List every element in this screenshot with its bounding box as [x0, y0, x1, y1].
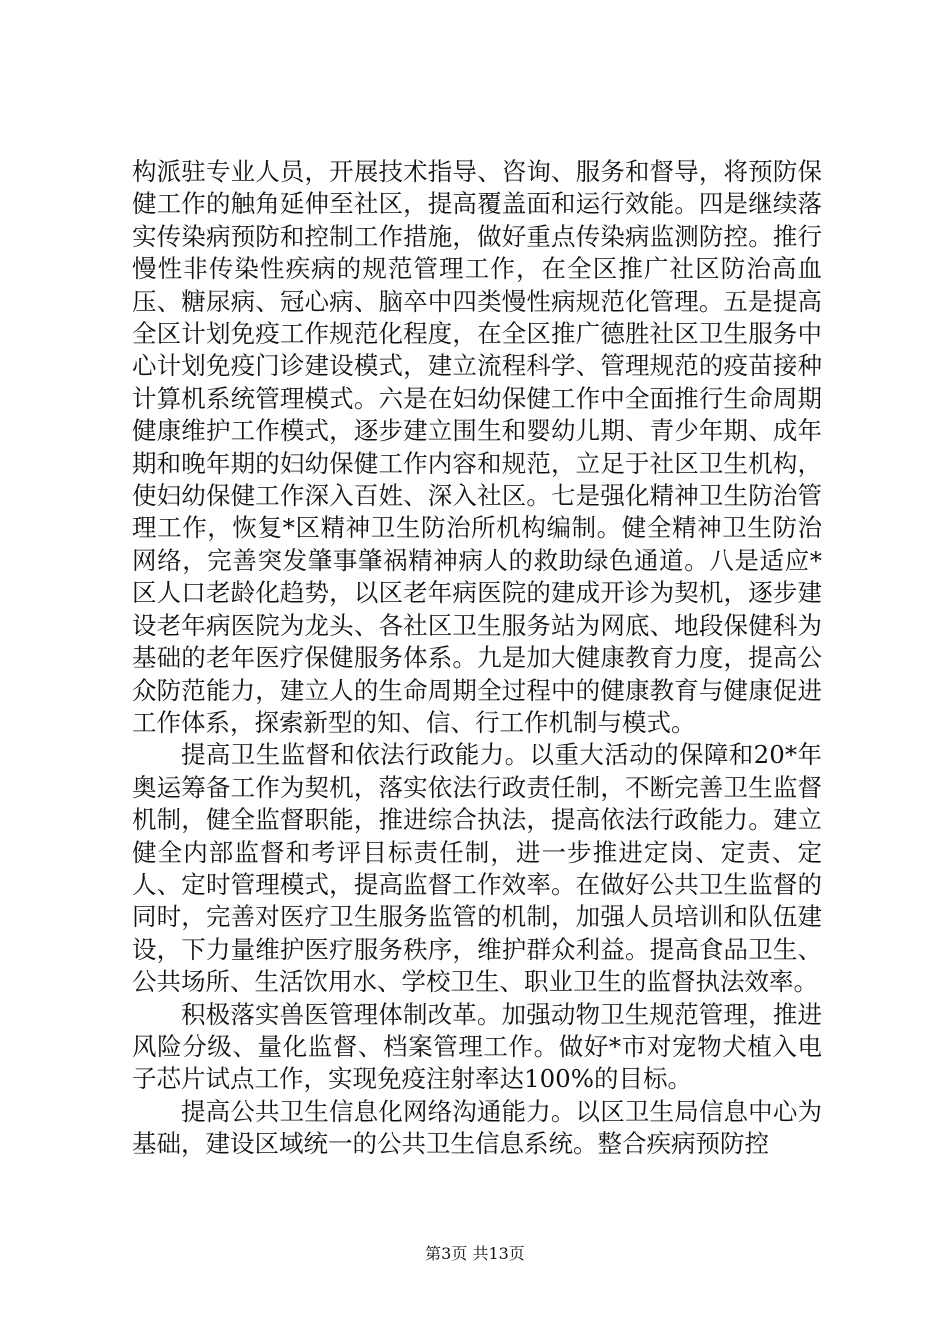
page-number-footer: 第3页 共13页	[425, 1244, 525, 1263]
paragraph-veterinary-reform: 积极落实兽医管理体制改革。加强动物卫生规范管理，推进风险分级、量化监督、档案管理工作。做好*市对宠物犬植入电子芯片试点工作，实现免疫注射率达100%的目标。	[132, 999, 822, 1094]
paragraph-health-supervision: 提高卫生监督和依法行政能力。以重大活动的保障和20*年奥运筹备工作为契机，落实依法行政责任制，不断完善卫生监督机制，健全监督职能，推进综合执法，提高依法行政能力。建立健全内部监督和考评目标责任制，进一步推进定岗、定责、定人、定时管理模式，提高监督工作效率。在做好公共卫生监督的同时，完善对医疗卫生服务监管的机制，加强人员培训和队伍建设，下力量维护医疗服务秩序，维护群众利益。提高食品卫生、公共场所、生活饮用水、学校卫生、职业卫生的监督执法效率。	[132, 740, 822, 997]
paragraph-continued: 构派驻专业人员，开展技术指导、咨询、服务和督导，将预防保健工作的触角延伸至社区，提高覆盖面和运行效能。四是继续落实传染病预防和控制工作措施，做好重点传染病监测防控。推行慢性非传染性疾病的规范管理工作，在全区推广社区防治高血压、糖尿病、冠心病、脑卒中四类慢性病规范化管理。五是提高全区计划免疫工作规范化程度，在全区推广德胜社区卫生服务中心计划免疫门诊建设模式，建立流程科学、管理规范的疫苗接种计算机系统管理模式。六是在妇幼保健工作中全面推行生命周期健康维护工作模式，逐步建立围生和婴幼儿期、青少年期、成年期和晚年期的妇幼保健工作内容和规范，立足于社区卫生机构，使妇幼保健工作深入百姓、深入社区。七是强化精神卫生防治管理工作，恢复*区精神卫生防治所机构编制。健全精神卫生防治网络，完善突发肇事肇祸精神病人的救助绿色通道。八是适应*区人口老龄化趋势，以区老年病医院的建成开诊为契机，逐步建设老年病医院为龙头、各社区卫生服务站为网底、地段保健科为基础的老年医疗保健服务体系。九是加大健康教育力度，提高公众防范能力，建立人的生命周期全过程中的健康教育与健康促进工作体系，探索新型的知、信、行工作机制与模式。	[132, 157, 822, 737]
document-body	[132, 156, 822, 1161]
paragraph-information-network: 提高公共卫生信息化网络沟通能力。以区卫生局信息中心为基础，建设区域统一的公共卫生信息系统。整合疾病预防控	[132, 1096, 822, 1159]
